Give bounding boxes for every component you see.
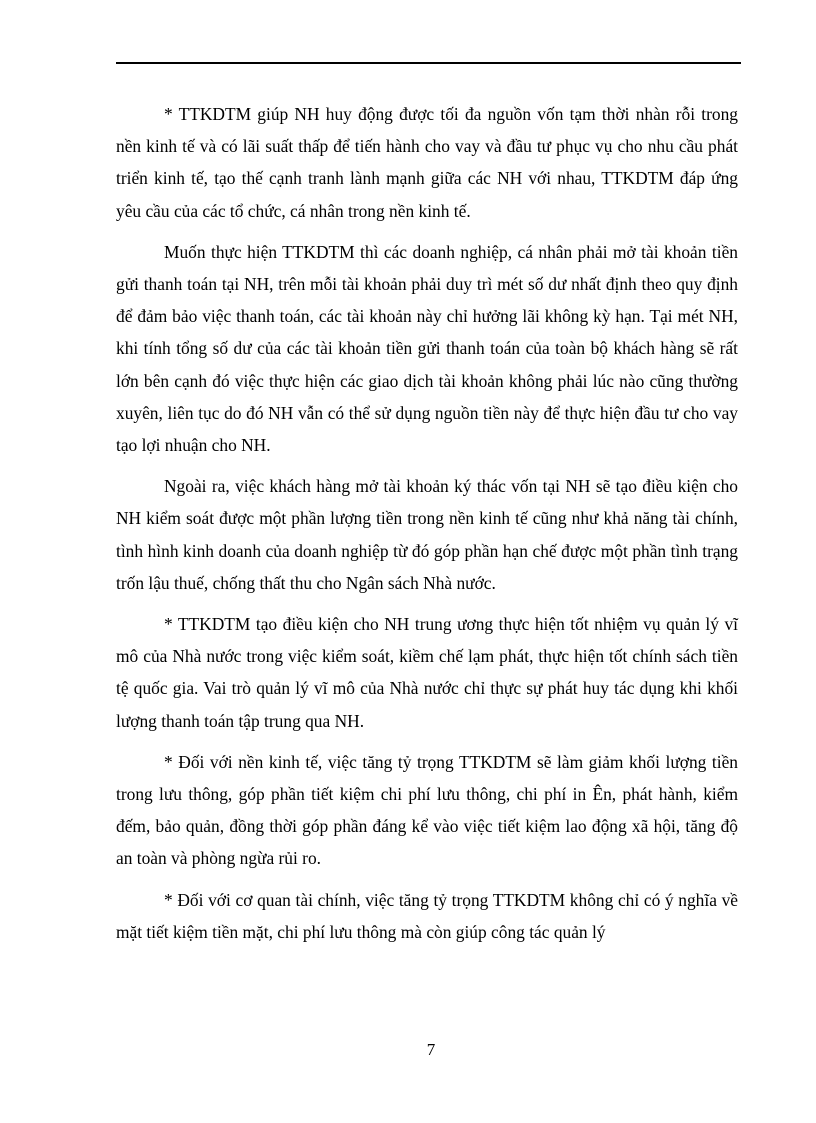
body-text: [116, 98, 738, 957]
paragraph-2: Muốn thực hiện TTKDTM thì các doanh nghiệp, cá nhân phải mở tài khoản tiền gửi thanh toán tại NH, trên mỗi tài khoản phải duy trì mét số dư nhất định theo quy định để đảm bảo việc thanh toán, các tài khoản này chỉ hưởng lãi không kỳ hạn. Tại mét NH, khi tính tổng số dư của các tài khoản tiền gửi thanh toán của toàn bộ khách hàng sẽ rất lớn bên cạnh đó việc thực hiện các giao dịch tài khoản không phải lúc nào cũng thường xuyên, liên tục do đó NH vẫn có thể sử dụng nguồn tiền này để thực hiện đầu tư cho vay tạo lợi nhuận cho NH.: [116, 241, 738, 456]
paragraph-5: * Đối với nền kinh tế, việc tăng tỷ trọng TTKDTM sẽ làm giảm khối lượng tiền trong lưu thông, góp phần tiết kiệm chi phí lưu thông, chi phí in Ên, phát hành, kiểm đếm, bảo quản, đồng thời góp phần đáng kể vào việc tiết kiệm lao động xã hội, tăng độ an toàn và phòng ngừa rủi ro.: [116, 751, 738, 869]
paragraph-6: * Đối với cơ quan tài chính, việc tăng tỷ trọng TTKDTM không chỉ có ý nghĩa về mặt tiết kiệm tiền mặt, chi phí lưu thông mà còn giúp công tác quản lý: [116, 889, 738, 942]
paragraph-1: * TTKDTM giúp NH huy động được tối đa nguồn vốn tạm thời nhàn rỗi trong nền kinh tế và có lãi suất thấp để tiến hành cho vay và đầu tư phục vụ cho nhu cầu phát triển kinh tế, tạo thế cạnh tranh lành mạnh giữa các NH với nhau, TTKDTM đáp ứng yêu cầu của các tổ chức, cá nhân trong nền kinh tế.: [116, 104, 738, 221]
paragraph-4: * TTKDTM tạo điều kiện cho NH trung ương thực hiện tốt nhiệm vụ quản lý vĩ mô của Nhà nước trong việc kiểm soát, kiềm chế lạm phát, thực hiện tốt chính sách tiền tệ quốc gia. Vai trò quản lý vĩ mô của Nhà nước chỉ thực sự phát huy tác dụng khi khối lượng thanh toán tập trung qua NH.: [116, 614, 738, 731]
paragraph-3: Ngoài ra, việc khách hàng mở tài khoản ký thác vốn tại NH sẽ tạo điều kiện cho NH kiểm soát được một phần lượng tiền trong nền kinh tế cũng như khả năng tài chính, tình hình kinh doanh của doanh nghiệp từ đó góp phần hạn chế được một phần tình trạng trốn lậu thuế, chống thất thu cho Ngân sách Nhà nước.: [116, 476, 738, 593]
page-number: 7: [426, 1040, 436, 1059]
header-rule: [116, 62, 741, 64]
